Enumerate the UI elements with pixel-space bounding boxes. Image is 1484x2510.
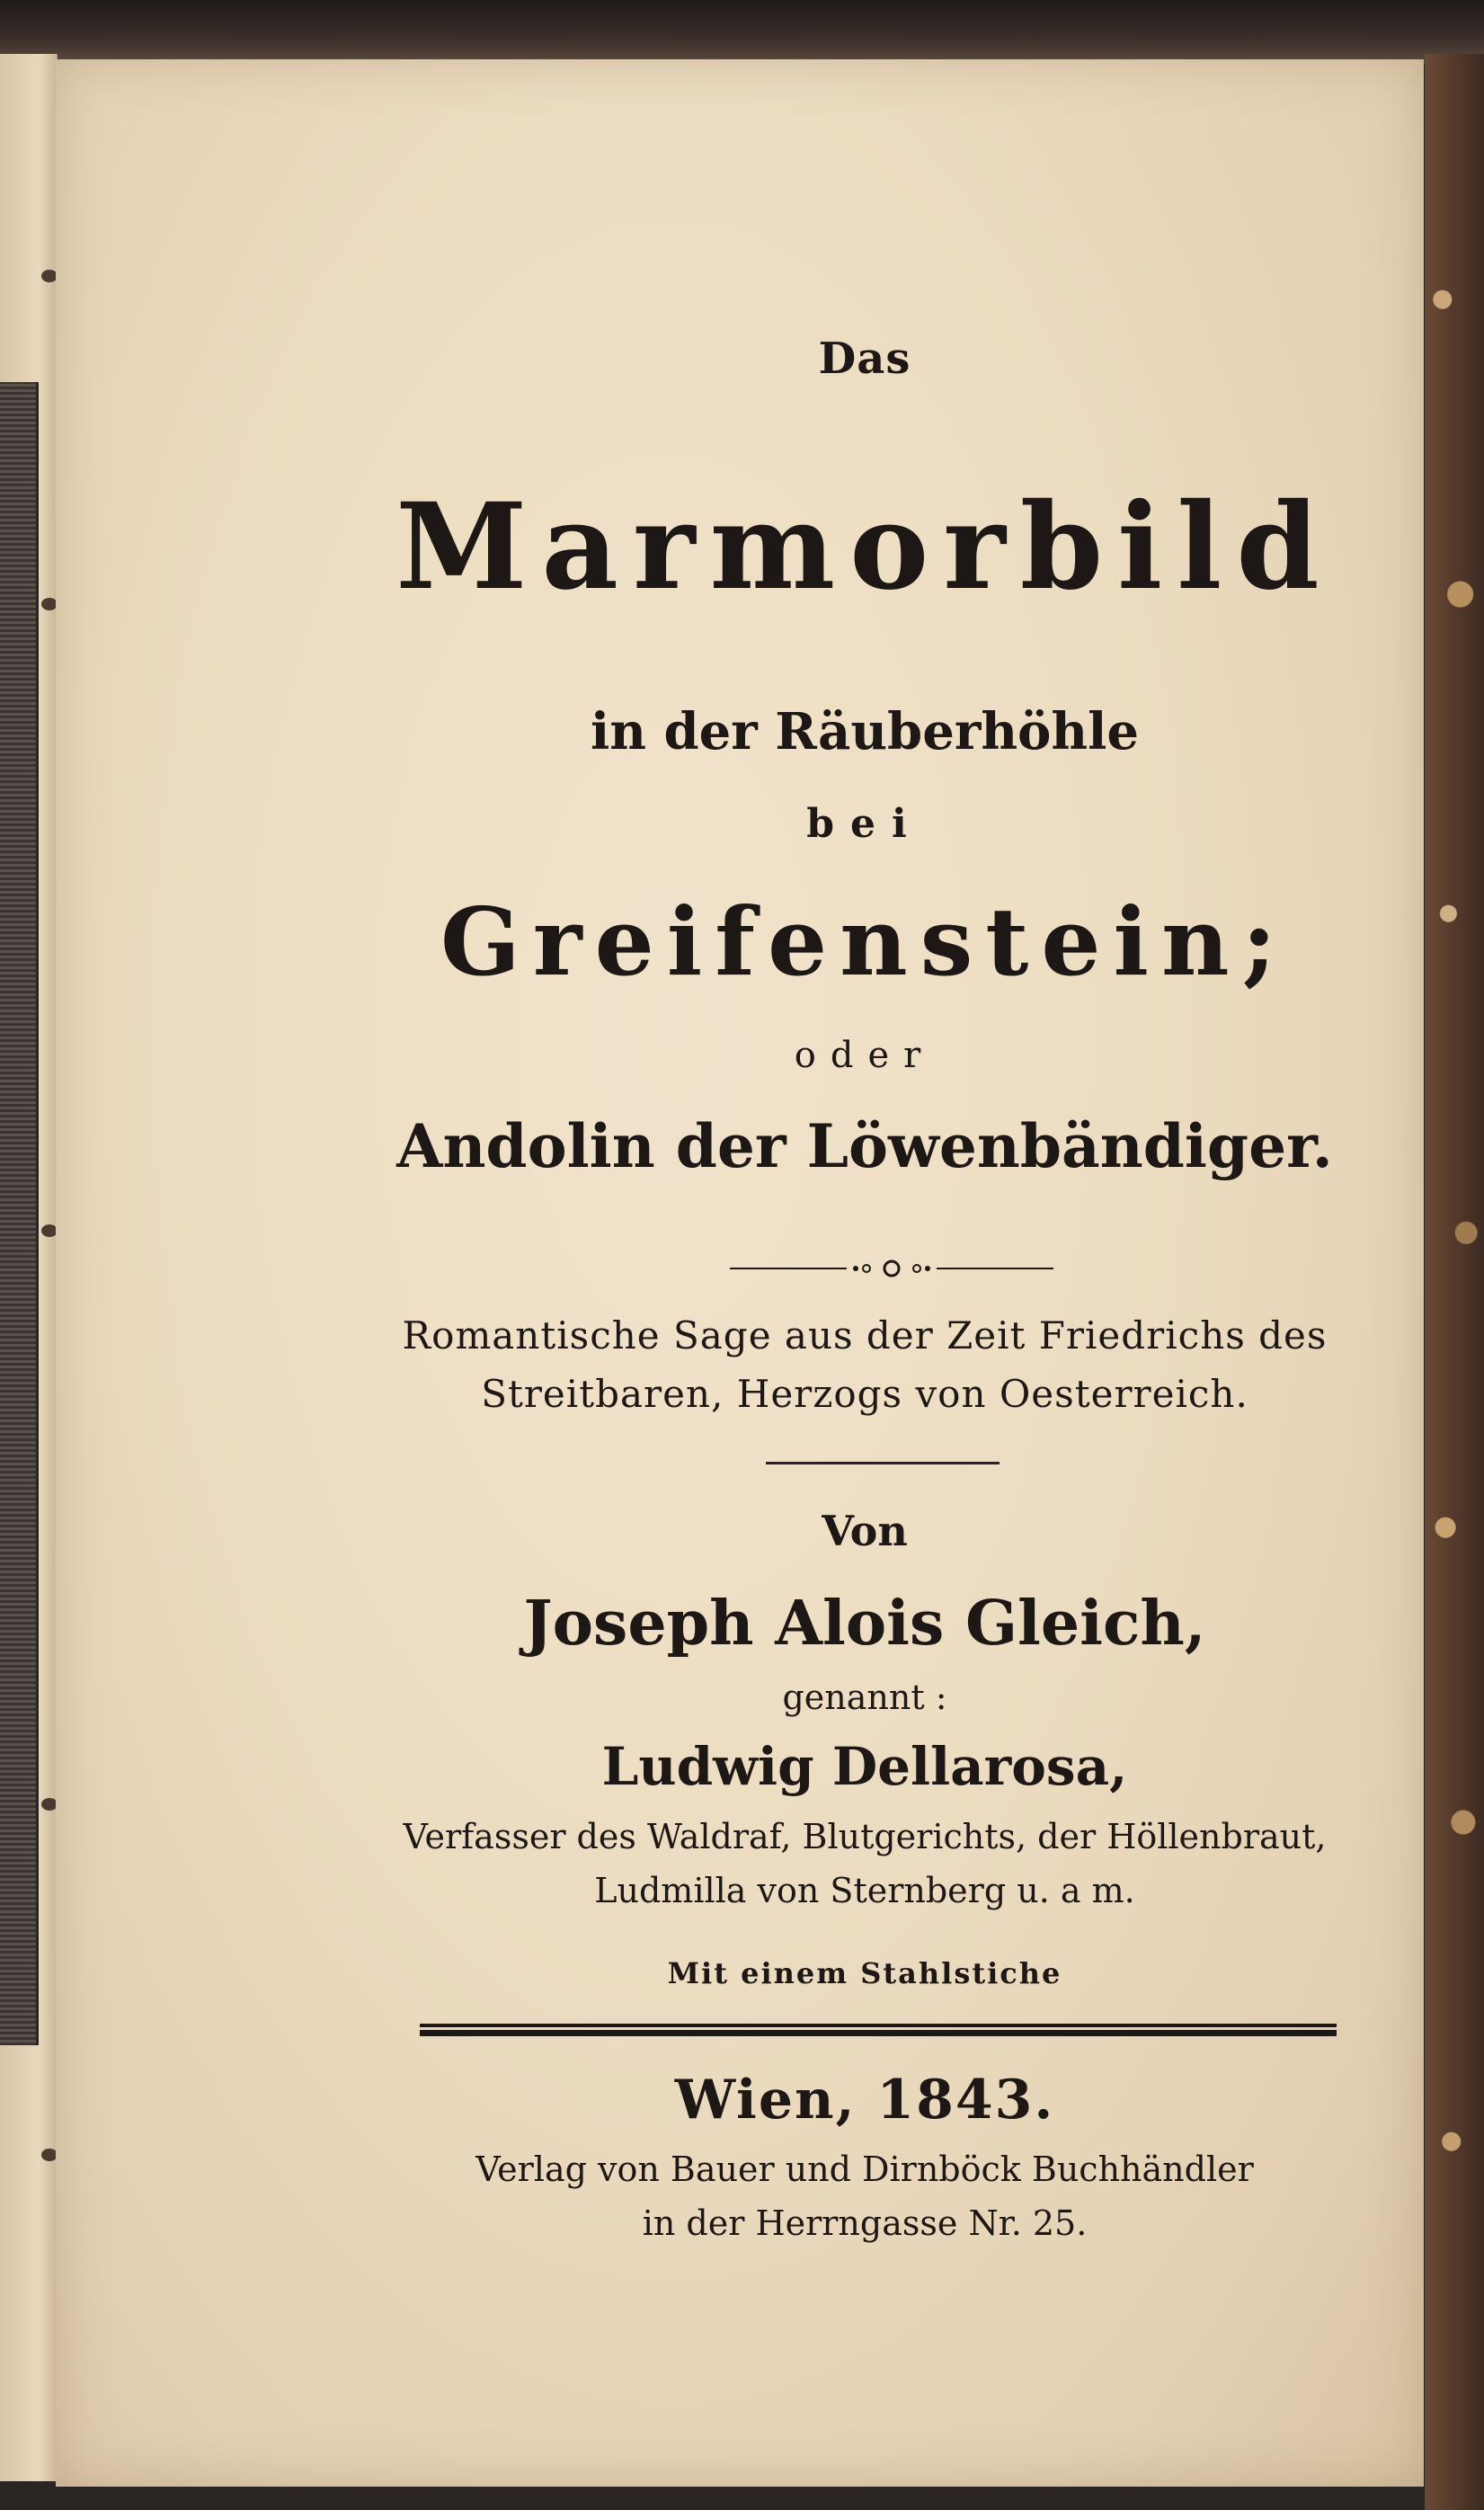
description-line-1: Romantische Sage aus der Zeit Friedrichs des <box>402 1313 1328 1357</box>
main-title: Marmorbild <box>395 477 1334 617</box>
subtitle-line-1: in der Räuberhöhle <box>590 702 1140 761</box>
facing-page <box>0 54 58 2481</box>
author-pseudonym: Ludwig Dellarosa, <box>601 1736 1128 1797</box>
title-article: Das <box>818 334 911 384</box>
author-name: Joseph Alois Gleich, <box>523 1588 1206 1660</box>
imprint-address: in der Herrngasse Nr. 25. <box>642 2203 1088 2243</box>
conjunction: oder <box>794 1035 936 1076</box>
illustration-note: Mit einem Stahlstiche <box>667 1956 1062 1990</box>
imprint-double-rule <box>420 2024 1337 2036</box>
book-cover-top <box>0 0 1484 63</box>
frontispiece-engraving-edge <box>0 382 39 2045</box>
by-line: Von <box>822 1507 908 1555</box>
description-line-2: Streitbaren, Herzogs von Oesterreich. <box>481 1372 1249 1416</box>
called-line: genannt : <box>782 1678 947 1717</box>
alternative-title: Andolin der Löwenbändiger. <box>396 1111 1333 1181</box>
author-works-line-2: Ludmilla von Sternberg u. a m. <box>594 1871 1135 1910</box>
ornament-divider <box>730 1259 1053 1277</box>
author-works-line-1: Verfasser des Waldraf, Blutgerichts, der Höllenbraut, <box>403 1817 1327 1856</box>
book-cover-edge <box>1425 54 1484 2510</box>
place-name: Greifenstein; <box>440 886 1290 997</box>
subtitle-line-2: bei <box>806 801 923 847</box>
divider-rule <box>766 1462 1000 1464</box>
imprint-publisher: Verlag von Bauer und Dirnböck Buchhändler <box>475 2150 1254 2189</box>
title-page <box>56 59 1424 2487</box>
imprint-city-year: Wien, 1843. <box>674 2069 1055 2132</box>
